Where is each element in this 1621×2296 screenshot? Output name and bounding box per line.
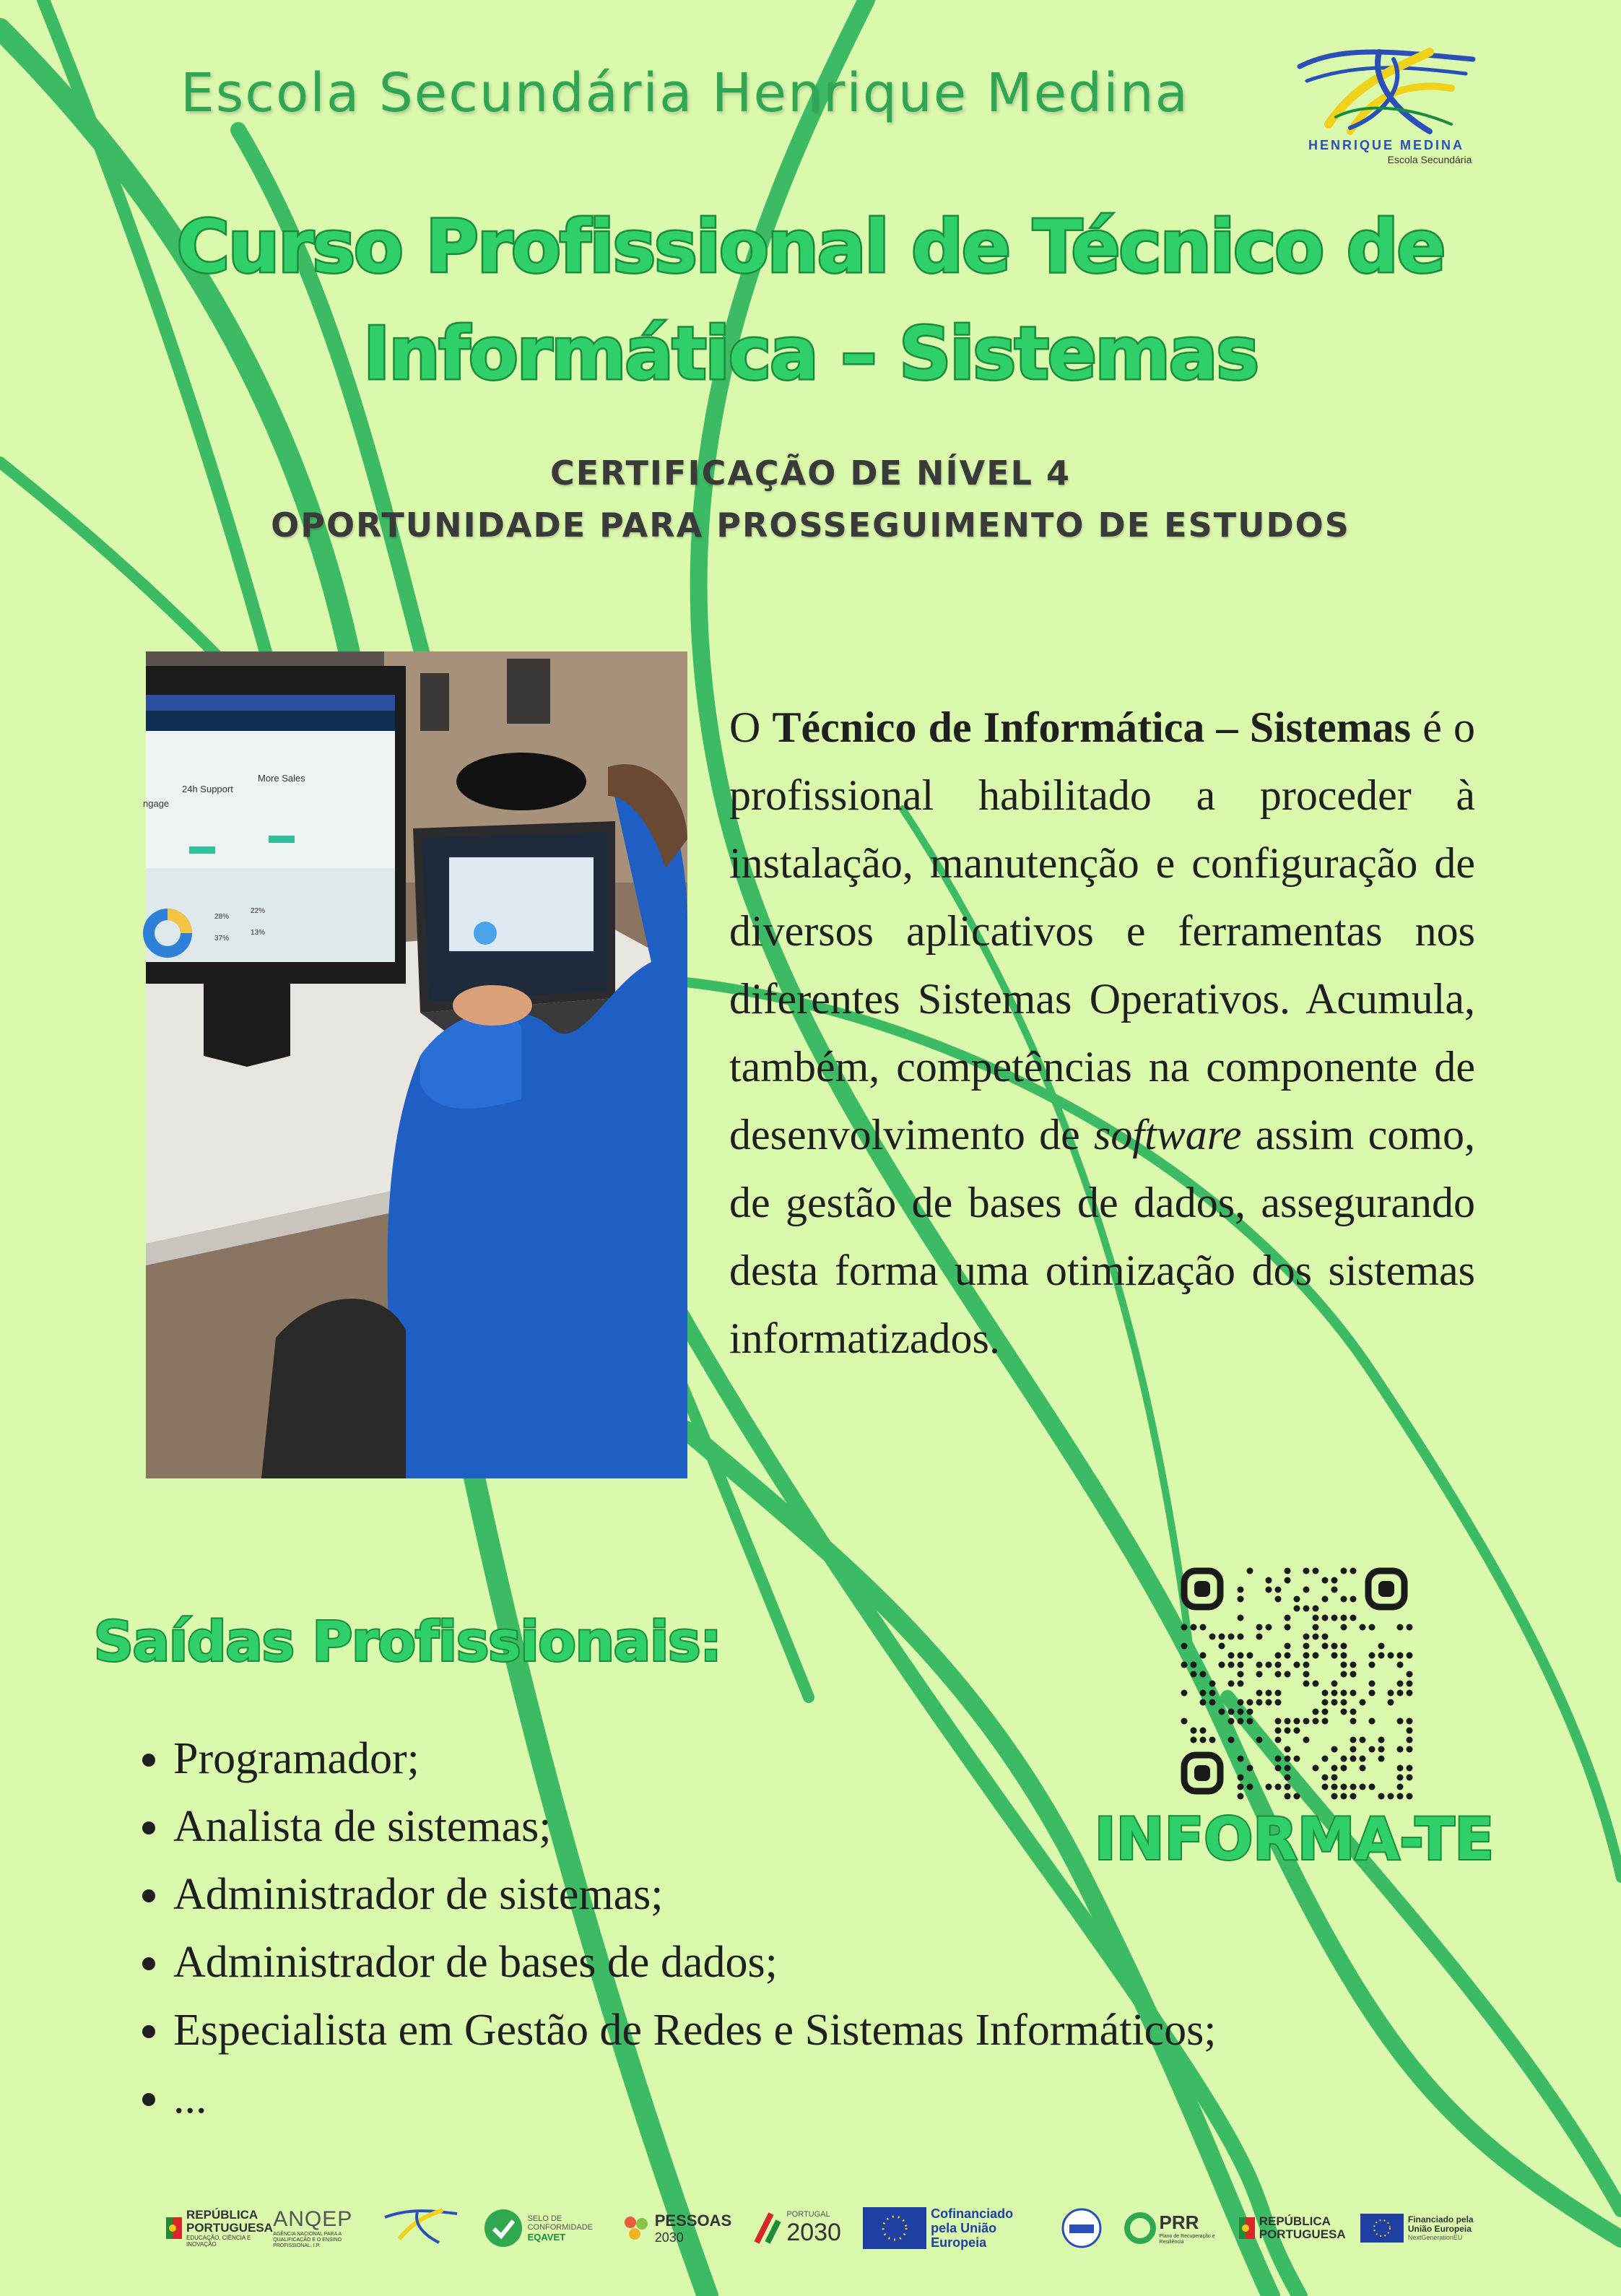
- qr-module: [1407, 1746, 1413, 1753]
- qr-code[interactable]: [1177, 1564, 1412, 1798]
- qr-module: [1256, 1699, 1263, 1706]
- cofinanciado-text: Cofinanciado pela União Europeia: [931, 2206, 1014, 2250]
- qr-module: [1360, 1784, 1366, 1790]
- qr-module: [1360, 1756, 1366, 1762]
- qr-module: [1219, 1643, 1225, 1650]
- qr-module: [1341, 1690, 1347, 1697]
- qr-module: [1285, 1756, 1291, 1762]
- qr-module: [1322, 1718, 1329, 1725]
- qr-module: [1331, 1793, 1338, 1800]
- qr-module: [1181, 1643, 1188, 1650]
- qr-module: [1397, 1718, 1404, 1725]
- qr-module: [1313, 1709, 1319, 1715]
- qr-module: [1275, 1756, 1282, 1762]
- eqavet-check-icon: [483, 2208, 523, 2248]
- republica-portuguesa-logo: [166, 2208, 273, 2248]
- qr-module: [1303, 1737, 1310, 1743]
- prr-sub: Plano de Recuperação e Resiliência: [1159, 2233, 1215, 2245]
- qr-module: [1191, 1662, 1197, 1668]
- qr-module: [1266, 1662, 1272, 1668]
- qr-module: [1388, 1699, 1394, 1706]
- qr-module: [1313, 1568, 1319, 1574]
- qr-module: [1247, 1699, 1253, 1706]
- course-title-line1: Curso Profissional de Técnico de: [176, 204, 1445, 289]
- qr-module: [1407, 1737, 1413, 1743]
- qr-module: [1322, 1784, 1329, 1790]
- career-item: • Programador;: [173, 1725, 1217, 1793]
- qr-module: [1341, 1624, 1347, 1631]
- qr-module: [1350, 1756, 1357, 1762]
- qr-module: [1407, 1681, 1413, 1687]
- qr-module: [1369, 1681, 1376, 1687]
- qr-module: [1294, 1606, 1300, 1612]
- qr-module: [1369, 1652, 1376, 1659]
- qr-module: [1322, 1643, 1329, 1650]
- qr-module: [1350, 1718, 1357, 1725]
- qr-module: [1341, 1784, 1347, 1790]
- qr-module: [1228, 1737, 1235, 1743]
- qr-module: [1397, 1765, 1404, 1772]
- eu-flag-icon: [1360, 2214, 1404, 2243]
- description-body: é o profissional habilitado a proceder à instalação, manutenção e configuração de diversos aplicativos e ferramentas nos diferentes Sistemas Operativos. Acumula, também, competências na componente de desenvolvimento de: [729, 703, 1475, 1158]
- qr-module: [1322, 1756, 1329, 1762]
- eu-flag-icon: [863, 2207, 926, 2249]
- qr-module: [1350, 1793, 1357, 1800]
- qr-module: [1331, 1699, 1338, 1706]
- qr-module: [1313, 1606, 1319, 1612]
- qr-module: [1238, 1775, 1244, 1781]
- qr-module: [1303, 1662, 1310, 1668]
- qr-module: [1294, 1793, 1300, 1800]
- screen-stat-4: 13%: [251, 929, 266, 937]
- portugal-flag-icon: [166, 2217, 182, 2239]
- qr-module: [1313, 1765, 1319, 1772]
- qr-module: [1209, 1737, 1216, 1743]
- qr-module: [1397, 1690, 1404, 1697]
- anqep-text: ANQEP: [273, 2207, 353, 2231]
- qr-module: [1360, 1624, 1366, 1631]
- career-item: • Administrador de sistemas;: [173, 1860, 1217, 1928]
- qr-module: [1350, 1671, 1357, 1678]
- qr-module: [1350, 1737, 1357, 1743]
- qr-module: [1322, 1596, 1329, 1603]
- qr-module: [1322, 1615, 1329, 1621]
- screen-stat-3: 37%: [214, 935, 230, 943]
- prr-logo: [1125, 2211, 1217, 2245]
- qr-module: [1294, 1718, 1300, 1725]
- qr-module: [1219, 1662, 1225, 1668]
- qr-module: [1331, 1681, 1338, 1687]
- qr-module: [1407, 1671, 1413, 1678]
- qr-module: [1397, 1662, 1404, 1668]
- qr-module: [1378, 1793, 1385, 1800]
- qr-module: [1247, 1652, 1253, 1659]
- qr-module: [1313, 1652, 1319, 1659]
- description-end: assim como, de gestão de bases de dados, assegurando desta forma uma otimização dos sistemas informatizados.: [729, 1111, 1475, 1362]
- qr-module: [1266, 1690, 1272, 1697]
- screen-col1: 24h Support: [182, 784, 233, 794]
- prr-text: PRR: [1159, 2211, 1199, 2233]
- qr-module: [1247, 1718, 1253, 1725]
- qr-module: [1407, 1775, 1413, 1781]
- qr-module: [1191, 1624, 1197, 1631]
- eqavet-text: EQAVET: [527, 2231, 566, 2243]
- screen-stat-1: 28%: [214, 913, 230, 921]
- qr-module: [1256, 1737, 1263, 1743]
- qr-module: [1275, 1728, 1282, 1734]
- career-outcomes-list: [137, 1725, 1217, 2132]
- qr-module: [1303, 1681, 1310, 1687]
- pessoas-year: 2030: [654, 2230, 684, 2245]
- qr-module: [1247, 1709, 1253, 1715]
- qr-module: [1181, 1690, 1188, 1697]
- qr-module: [1181, 1662, 1188, 1668]
- qr-module: [1238, 1699, 1244, 1706]
- student-photo-illustration: [143, 651, 687, 1478]
- qr-module: [1247, 1765, 1253, 1772]
- qr-module: [1303, 1568, 1310, 1574]
- description-course-name: Técnico de Informática – Sistemas: [772, 703, 1412, 751]
- qr-module: [1360, 1699, 1366, 1706]
- qr-module: [1397, 1681, 1404, 1687]
- qr-module: [1388, 1793, 1394, 1800]
- qr-module: [1407, 1793, 1413, 1800]
- qr-module: [1341, 1615, 1347, 1621]
- qr-module: [1275, 1662, 1282, 1668]
- qr-module: [1228, 1634, 1235, 1640]
- qr-module: [1350, 1709, 1357, 1715]
- qr-module: [1285, 1746, 1291, 1753]
- qr-module: [1256, 1624, 1263, 1631]
- screen-col2: More Sales: [258, 773, 305, 784]
- qr-module: [1275, 1699, 1282, 1706]
- qr-module: [1378, 1737, 1385, 1743]
- qr-module: [1369, 1718, 1376, 1725]
- qr-module: [1369, 1784, 1376, 1790]
- qr-module: [1247, 1568, 1253, 1574]
- qr-module: [1191, 1728, 1197, 1734]
- qr-module: [1322, 1699, 1329, 1706]
- qr-module: [1378, 1746, 1385, 1753]
- portugal-text: PORTUGAL: [786, 2209, 830, 2219]
- portugal-2030-logo: [753, 2210, 841, 2247]
- school-logo: [1285, 38, 1487, 168]
- qr-module: [1322, 1775, 1329, 1781]
- qr-module: [1341, 1671, 1347, 1678]
- qr-module: [1407, 1728, 1413, 1734]
- career-item: • ...: [173, 2064, 1217, 2132]
- qr-module: [1238, 1784, 1244, 1790]
- qr-module: [1238, 1671, 1244, 1678]
- qr-module: [1331, 1615, 1338, 1621]
- qr-module: [1303, 1634, 1310, 1640]
- henrique-medina-small-logo: [381, 2206, 461, 2250]
- qr-module: [1350, 1784, 1357, 1790]
- selo-text: SELO DE CONFORMIDADE: [527, 2214, 594, 2232]
- qr-module: [1331, 1784, 1338, 1790]
- qr-module: [1275, 1765, 1282, 1772]
- qr-module: [1313, 1634, 1319, 1640]
- qr-module: [1200, 1690, 1207, 1697]
- qr-module: [1397, 1652, 1404, 1659]
- qr-module: [1397, 1775, 1404, 1781]
- screen-col0: ngage: [143, 798, 170, 809]
- qr-module: [1285, 1728, 1291, 1734]
- qr-module: [1322, 1577, 1329, 1584]
- qr-module: [1238, 1596, 1244, 1603]
- footer-logos: [166, 2196, 1480, 2261]
- qr-module: [1266, 1587, 1272, 1593]
- qr-module: [1303, 1606, 1310, 1612]
- qr-module: [1209, 1681, 1216, 1687]
- qr-module: [1238, 1634, 1244, 1640]
- qr-module: [1331, 1690, 1338, 1697]
- financiado-text: Financiado pela União Europeia: [1407, 2214, 1474, 2234]
- portugal-2030-icon: [753, 2210, 782, 2246]
- financiado-ue-logo: [1360, 2214, 1480, 2243]
- qr-module: [1303, 1643, 1310, 1650]
- qr-module: [1341, 1596, 1347, 1603]
- qr-module: [1238, 1756, 1244, 1762]
- qr-module: [1200, 1737, 1207, 1743]
- qr-module: [1238, 1662, 1244, 1668]
- qr-module: [1378, 1643, 1385, 1650]
- screen-stat-2: 22%: [251, 907, 266, 915]
- qr-module: [1181, 1718, 1188, 1725]
- portugal-flag-icon: [1239, 2217, 1255, 2239]
- pessoas-2030-logo: [622, 2211, 731, 2245]
- logo-text-bottom: Escola Secundária: [1387, 154, 1472, 165]
- qr-module: [1331, 1643, 1338, 1650]
- qr-module: [1238, 1652, 1244, 1659]
- qr-module: [1275, 1587, 1282, 1593]
- qr-module: [1397, 1624, 1404, 1631]
- qr-module: [1266, 1784, 1272, 1790]
- qr-module: [1369, 1746, 1376, 1753]
- qr-module: [1341, 1756, 1347, 1762]
- qr-module: [1388, 1690, 1394, 1697]
- qr-module: [1275, 1671, 1282, 1678]
- qr-module: [1285, 1652, 1291, 1659]
- qr-module: [1350, 1596, 1357, 1603]
- logo-text-top: HENRIQUE MEDINA: [1308, 138, 1465, 152]
- career-item: • Analista de sistemas;: [173, 1793, 1217, 1860]
- qr-module: [1341, 1643, 1347, 1650]
- qr-module: [1200, 1652, 1207, 1659]
- description-intro: O: [729, 703, 773, 751]
- qr-module: [1228, 1652, 1235, 1659]
- qr-module: [1209, 1634, 1216, 1640]
- qr-module: [1341, 1709, 1347, 1715]
- qr-module: [1294, 1662, 1300, 1668]
- qr-module: [1275, 1784, 1282, 1790]
- qr-module: [1256, 1634, 1263, 1640]
- republica-sub: EDUCAÇÃO, CIÊNCIA E INOVAÇÃO: [186, 2235, 251, 2248]
- qr-module: [1238, 1793, 1244, 1800]
- qr-module: [1266, 1577, 1272, 1584]
- qr-module: [1191, 1671, 1197, 1678]
- qr-module: [1285, 1624, 1291, 1631]
- qr-module: [1256, 1690, 1263, 1697]
- qr-module: [1350, 1662, 1357, 1668]
- qr-module: [1350, 1746, 1357, 1753]
- nextgen-text: NextGenerationEU: [1407, 2234, 1463, 2241]
- qr-module: [1378, 1652, 1385, 1659]
- qr-module: [1360, 1737, 1366, 1743]
- qr-module: [1275, 1718, 1282, 1725]
- qr-module: [1238, 1587, 1244, 1593]
- qr-module: [1378, 1756, 1385, 1762]
- school-name: Escola Secundária Henrique Medina: [181, 62, 1189, 124]
- qr-module: [1341, 1699, 1347, 1706]
- qr-module: [1331, 1577, 1338, 1584]
- qr-module: [1275, 1690, 1282, 1697]
- qr-module: [1407, 1652, 1413, 1659]
- republica-text: REPÚBLICA PORTUGUESA: [186, 2208, 273, 2235]
- qr-module: [1331, 1746, 1338, 1753]
- republica-text-2: REPÚBLICA PORTUGUESA: [1259, 2214, 1346, 2241]
- qr-module: [1407, 1624, 1413, 1631]
- qr-module: [1369, 1690, 1376, 1697]
- qr-module: [1397, 1746, 1404, 1753]
- qr-module: [1238, 1709, 1244, 1715]
- subtitle-opportunity: OPORTUNIDADE PARA PROSSEGUIMENTO DE ESTUDOS: [271, 506, 1350, 545]
- qr-module: [1350, 1568, 1357, 1574]
- qr-module: [1219, 1634, 1225, 1640]
- qr-module: [1275, 1652, 1282, 1659]
- qr-module: [1275, 1737, 1282, 1743]
- qr-module: [1322, 1634, 1329, 1640]
- qr-module: [1285, 1577, 1291, 1584]
- subtitle-certification: CERTIFICAÇÃO DE NÍVEL 4: [550, 454, 1071, 493]
- informa-te-label: INFORMA-TE: [1094, 1806, 1495, 1873]
- qr-module: [1285, 1671, 1291, 1678]
- qr-module: [1285, 1784, 1291, 1790]
- qr-module: [1407, 1690, 1413, 1697]
- qr-module: [1294, 1728, 1300, 1734]
- qr-module: [1285, 1793, 1291, 1800]
- qr-module: [1313, 1718, 1319, 1725]
- qr-module: [1350, 1690, 1357, 1697]
- qr-module: [1303, 1587, 1310, 1593]
- qr-module: [1209, 1690, 1216, 1697]
- qr-module: [1238, 1615, 1244, 1621]
- qr-module: [1341, 1652, 1347, 1659]
- qr-module: [1285, 1765, 1291, 1772]
- qr-module: [1331, 1765, 1338, 1772]
- qr-module: [1200, 1671, 1207, 1678]
- qr-module: [1181, 1624, 1188, 1631]
- qr-module: [1285, 1775, 1291, 1781]
- qr-module: [1247, 1784, 1253, 1790]
- qr-module: [1294, 1756, 1300, 1762]
- description-software: software: [1094, 1111, 1242, 1158]
- pessoas-text: PESSOAS: [654, 2211, 732, 2230]
- qr-module: [1228, 1662, 1235, 1668]
- qr-module: [1313, 1624, 1319, 1631]
- qr-module: [1313, 1681, 1319, 1687]
- qr-module: [1407, 1718, 1413, 1725]
- qr-module: [1369, 1662, 1376, 1668]
- qr-module: [1303, 1652, 1310, 1659]
- qr-module: [1266, 1624, 1272, 1631]
- course-title: [130, 194, 1491, 407]
- prr-icon: [1125, 2213, 1155, 2243]
- qr-module: [1294, 1596, 1300, 1603]
- qr-module: [1228, 1718, 1235, 1725]
- qr-module: [1341, 1662, 1347, 1668]
- qr-module: [1200, 1728, 1207, 1734]
- qr-module: [1341, 1765, 1347, 1772]
- qr-module: [1256, 1671, 1263, 1678]
- qr-module: [1331, 1775, 1338, 1781]
- badge-icon: [1061, 2207, 1103, 2249]
- qr-module: [1341, 1568, 1347, 1574]
- qr-module: [1397, 1784, 1404, 1790]
- qr-module: [1285, 1718, 1291, 1725]
- anqep-logo: [273, 2207, 360, 2249]
- qr-module: [1285, 1643, 1291, 1650]
- qr-module: [1285, 1615, 1291, 1621]
- qr-module: [1331, 1652, 1338, 1659]
- qr-module: [1228, 1709, 1235, 1715]
- qr-module: [1219, 1709, 1225, 1715]
- qr-module: [1397, 1793, 1404, 1800]
- qr-module: [1209, 1699, 1216, 1706]
- qr-module: [1303, 1718, 1310, 1725]
- eqavet-logo: [483, 2208, 600, 2248]
- qr-module: [1191, 1737, 1197, 1743]
- qr-module: [1313, 1615, 1319, 1621]
- pessoas-icon: [622, 2214, 651, 2243]
- qr-module: [1322, 1690, 1329, 1697]
- republica-portuguesa-logo-2: [1239, 2214, 1346, 2241]
- course-title-line2: Informática – Sistemas: [363, 311, 1258, 396]
- qr-module: [1266, 1699, 1272, 1706]
- cofinanciado-ue-logo: [863, 2206, 1039, 2250]
- qr-module: [1256, 1662, 1263, 1668]
- qr-module: [1322, 1709, 1329, 1715]
- qr-module: [1285, 1568, 1291, 1574]
- career-item: • Administrador de bases de dados;: [173, 1928, 1217, 1996]
- qr-module: [1275, 1596, 1282, 1603]
- qr-module: [1331, 1587, 1338, 1593]
- qr-module: [1407, 1765, 1413, 1772]
- qr-module: [1303, 1671, 1310, 1678]
- qr-module: [1369, 1624, 1376, 1631]
- qr-module: [1200, 1624, 1207, 1631]
- qr-module: [1360, 1765, 1366, 1772]
- career-item: • Especialista em Gestão de Redes e Sistemas Informáticos;: [173, 1996, 1217, 2064]
- qr-module: [1388, 1652, 1394, 1659]
- anqep-sub: AGÊNCIA NACIONAL PARA A QUALIFICAÇÃO E O ENSINO PROFISSIONAL, I.P.: [273, 2232, 342, 2248]
- qr-module: [1238, 1681, 1244, 1687]
- qr-module: [1200, 1699, 1207, 1706]
- student-photo: [143, 651, 687, 1478]
- qr-module: [1341, 1793, 1347, 1800]
- qr-module: [1238, 1718, 1244, 1725]
- qr-module: [1350, 1615, 1357, 1621]
- course-description: [729, 693, 1475, 1372]
- portugal-year: 2030: [786, 2218, 841, 2246]
- career-outcomes-title: Saídas Profissionais:: [94, 1609, 721, 1673]
- qr-module: [1228, 1681, 1235, 1687]
